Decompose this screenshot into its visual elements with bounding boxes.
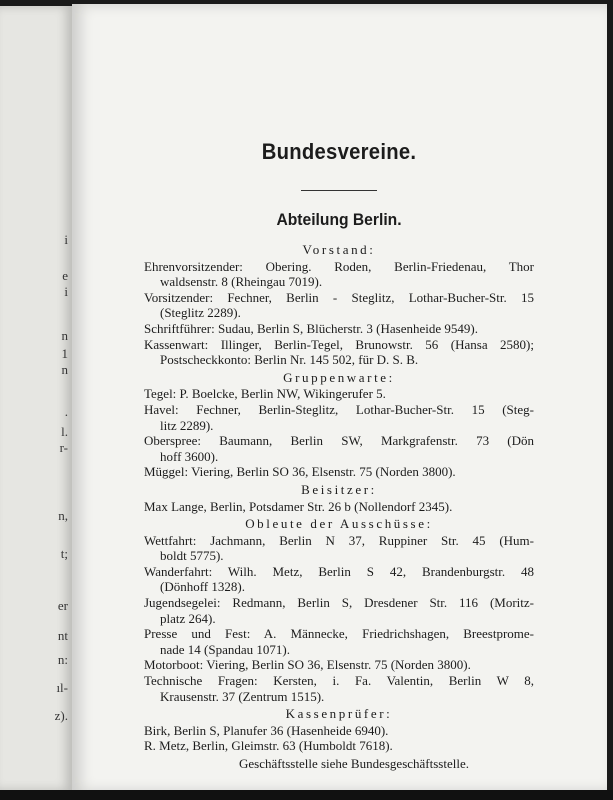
directory-entry <box>144 738 534 754</box>
book-page <box>72 4 607 792</box>
facing-page-fragment: l. <box>61 424 68 439</box>
directory-entry <box>144 402 534 433</box>
facing-page-fragment: n <box>61 362 68 377</box>
facing-page-fragment: t; <box>60 546 68 561</box>
directory-entry <box>144 337 534 368</box>
entry-line: Vorsitzender: Fechner, Berlin - Steglitz, Lothar-Bucher-Str. 15 <box>144 289 534 305</box>
directory-entry <box>144 464 534 480</box>
facing-page-fragment: er <box>57 598 68 613</box>
section-heading: Kassenprüfer: <box>285 706 393 722</box>
directory-entry <box>144 564 534 595</box>
entry-line: Motorboot: Viering, Berlin SO 36, Elsenstr. 75 (Norden 3800). <box>144 657 471 673</box>
facing-page-fragment: n: <box>57 652 68 667</box>
section-heading: Beisitzer: <box>301 481 377 497</box>
facing-page-fragment: i <box>64 232 68 247</box>
section-heading: Obleute der Ausschüsse: <box>245 516 433 532</box>
section-heading: Vorstand: <box>302 242 376 257</box>
entry-continuation: Krausenstr. 37 (Zentrum 1515). <box>160 688 325 704</box>
entry-line: R. Metz, Berlin, Gleimstr. 63 (Humboldt 7618). <box>144 738 393 754</box>
facing-page-fragment: 1 <box>61 346 68 361</box>
facing-page-fragment: r- <box>59 440 68 455</box>
directory-entry <box>144 533 534 564</box>
entry-line: Wettfahrt: Jachmann, Berlin N 37, Ruppiner Str. 45 (Hum- <box>144 532 534 548</box>
scan-bottom-edge <box>0 790 613 800</box>
section-heading: Gruppenwarte: <box>283 369 395 385</box>
directory-entry <box>144 499 534 515</box>
entry-line: Kassenwart: Illinger, Berlin-Tegel, Brunowstr. 56 (Hansa 2580); <box>144 336 534 352</box>
section-title: Abteilung Berlin. <box>276 210 402 229</box>
directory-entry <box>144 386 534 402</box>
entry-line: Wanderfahrt: Wilh. Metz, Berlin S 42, Brandenburgstr. 48 <box>144 563 534 579</box>
entry-continuation: platz 264). <box>160 610 216 626</box>
entry-continuation: (Steglitz 2289). <box>160 305 241 321</box>
page-title: Bundesvereine. <box>261 139 417 164</box>
facing-page-fragment: ıl- <box>56 680 68 695</box>
entry-continuation: litz 2289). <box>160 417 214 433</box>
directory-body <box>144 240 534 772</box>
entry-continuation: nade 14 (Spandau 1071). <box>160 641 290 657</box>
directory-entry <box>144 657 534 673</box>
entry-continuation: boldt 5775). <box>160 548 224 564</box>
entry-line: Schriftführer: Sudau, Berlin S, Blücherstr. 3 (Hasenheide 9549). <box>144 320 478 336</box>
directory-entry <box>144 595 534 626</box>
entry-line: Ehrenvorsitzender: Obering. Roden, Berlin-Friedenau, Thor <box>144 258 534 274</box>
directory-entry <box>144 290 534 321</box>
entry-line: Jugendsegelei: Redmann, Berlin S, Dresdener Str. 116 (Moritz- <box>144 595 534 611</box>
directory-entry <box>144 259 534 290</box>
directory-entry <box>144 626 534 657</box>
facing-page-fragment: nt <box>57 628 68 643</box>
directory-entry <box>144 723 534 739</box>
facing-page-fragment: . <box>64 404 68 419</box>
directory-entry <box>144 321 534 337</box>
facing-page-fragment: z). <box>54 708 68 723</box>
office-note: Geschäftsstelle siehe Bundesgeschäftsstelle. <box>239 756 469 771</box>
facing-page-fragment: e <box>62 268 68 283</box>
directory-entry <box>144 673 534 704</box>
facing-page-edge <box>0 6 73 790</box>
entry-line: Presse und Fest: A. Männecke, Friedrichshagen, Breestprome- <box>144 626 534 642</box>
entry-line: Max Lange, Berlin, Potsdamer Str. 26 b (Nollendorf 2345). <box>144 498 453 514</box>
entry-continuation: Postscheckkonto: Berlin Nr. 145 502, für D. S. B. <box>160 352 419 368</box>
entry-line: Technische Fragen: Kersten, i. Fa. Valentin, Berlin W 8, <box>144 673 534 689</box>
entry-line: Tegel: P. Boelcke, Berlin NW, Wikingerufer 5. <box>144 386 386 402</box>
entry-continuation: hoff 3600). <box>160 448 219 464</box>
entry-line: Havel: Fechner, Berlin-Steglitz, Lothar-Bucher-Str. 15 (Steg- <box>144 401 534 417</box>
directory-entry <box>144 433 534 464</box>
facing-page-fragment: i <box>64 284 68 299</box>
facing-page-fragment: n <box>61 328 68 343</box>
entry-line: Müggel: Viering, Berlin SO 36, Elsenstr. 75 (Norden 3800). <box>144 464 456 480</box>
title-rule <box>301 190 377 191</box>
entry-continuation: (Dönhoff 1328). <box>160 579 245 595</box>
entry-continuation: waldsenstr. 8 (Rheingau 7019). <box>160 274 323 290</box>
entry-line: Oberspree: Baumann, Berlin SW, Markgrafenstr. 73 (Dön <box>144 433 534 449</box>
facing-page-fragment: n, <box>58 508 68 523</box>
entry-line: Birk, Berlin S, Planufer 36 (Hasenheide 6940). <box>144 722 389 738</box>
